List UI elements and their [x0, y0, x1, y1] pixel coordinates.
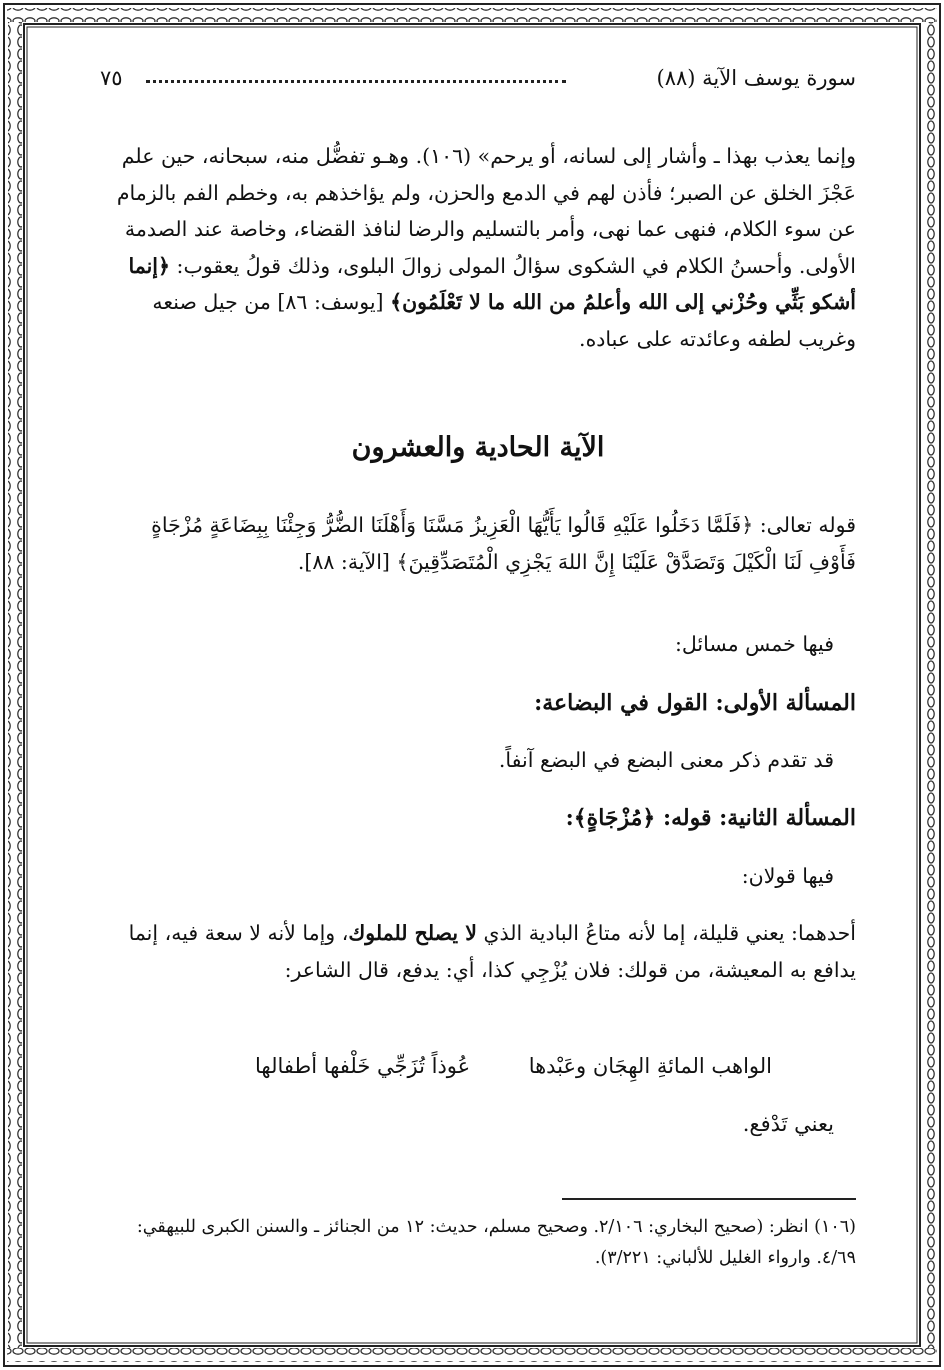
paragraph-1-text: وإنما يعذب بهذا ـ وأشار إلى لسانه، أو يرحم» (١٠٦). وهـو تفضُّل منه، سبحانه، حين علم عَجْزَ الخلق عن الصبر؛ فأذن لهم في الدمع والحزن، ولم يؤاخذهم به، وخطم الفم بالزمام عن سوء الكلام، فنهى عما نهى، وأمر بالتسليم والرضا لنافذ القضاء، وخاصة عند الصدمة الأولى. وأحسنُ الكلام في الشكوى سؤالُ المولى زوالَ البلوى، وذلك قولُ يعقوب: — [116, 144, 856, 278]
header-dotted-leader — [146, 80, 566, 83]
paragraph-1-after: [يوسف: ٨٦] من جيل صنعه وغريب لطفه وعائدته على عباده. — [152, 290, 856, 351]
paragraph-3-bold: لا يصلح للملوك — [348, 921, 477, 945]
page-number: ٧٥ — [100, 66, 123, 90]
header-title: سورة يوسف الآية (٨٨) — [656, 66, 856, 90]
issue-1-title: المسألة الأولى: القول في البضاعة: — [534, 690, 856, 716]
issue-1-text: قد تقدم ذكر معنى البضع في البضع آنفاً. — [498, 748, 834, 772]
quran-verse: ﴿فَلَمَّا دَخَلُوا عَلَيْهِ قَالُوا يَأَيُّهَا الْعَزِيزُ مَسَّنَا وَأَهْلَنَا الضُّرُّ وَجِئْنَا بِبِضَاعَةٍ مُزْجَاةٍ فَأَوْفِ لَنَا الْكَيْلَ وَتَصَدَّقْ عَلَيْنَا إِنَّ اللهَ يَجْزِي الْمُتَصَدِّقِينَ﴾ — [151, 513, 856, 574]
running-header — [100, 66, 856, 100]
footnote-separator — [562, 1198, 856, 1200]
poem-first-hemistich: الواهب المائةِ الهِجَان وعَبْدها — [528, 1054, 772, 1078]
quran-quote-bold: ﴿إنما أشكو بَثِّي وحُزْني إلى الله وأعلمُ من الله ما لا تَعْلَمُون﴾ — [128, 253, 856, 314]
issue-2-title: المسألة الثانية: قوله: ﴿مُزْجَاةٍ﴾: — [565, 805, 856, 831]
paragraph-3-after: ، وإما لأنه لا سعة فيه، إنما يدافع به المعيشة، من قولك: فلان يُزْجِي كذا، أي: يدفع، قال الشاعر: — [128, 921, 856, 982]
section-title: الآية الحادية والعشرون — [351, 432, 605, 463]
poem-line — [100, 1054, 856, 1094]
paragraph-3-lead: أحدهما: يعني قليلة، إما لأنه متاعُ البادية الذي — [476, 921, 856, 945]
paragraph-3 — [100, 915, 856, 988]
verse-reference: [الآية: ٨٨]. — [297, 549, 397, 574]
meaning-line: يعني تَدْفع. — [742, 1112, 834, 1136]
footnote: (١٠٦) انظر: (صحيح البخاري: ٢/١٠٦. وصحيح مسلم، حديث: ١٢ من الجنائز ـ والسنن الكبرى للبيهقي: ٤/٦٩. وارواء الغليل للألباني: ٣/٢٢١). — [136, 1217, 856, 1268]
verse-lead: قوله تعالى: — [753, 513, 856, 537]
five-issues-line: فيها خمس مسائل: — [674, 632, 834, 656]
issue-2-opinions: فيها قولان: — [741, 864, 834, 888]
poem-second-hemistich: عُوذاً تُزَجِّي خَلْفها أطفالها — [255, 1054, 471, 1078]
paragraph-1 — [100, 138, 856, 357]
paragraph-verse — [100, 507, 856, 580]
